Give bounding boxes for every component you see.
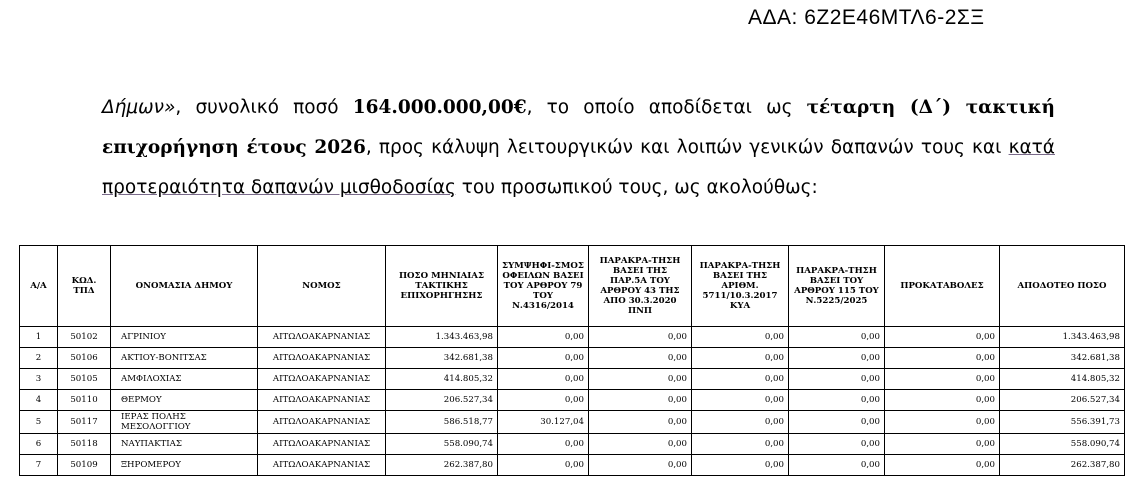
table-cell: 0,00 [498, 434, 589, 455]
para-text-4: του προσωπικού τους, ως ακολούθως: [455, 177, 818, 198]
table-cell: 50117 [58, 411, 111, 434]
table-cell: 0,00 [885, 434, 1000, 455]
table-cell: 0,00 [589, 327, 692, 348]
table-cell: ΑΙΤΩΛΟΑΚΑΡΝΑΝΙΑΣ [258, 434, 386, 455]
table-cell: 262.387,80 [386, 455, 498, 476]
table-cell: 0,00 [789, 434, 885, 455]
table-cell: 0,00 [692, 411, 789, 434]
table-cell: 2 [20, 348, 58, 369]
table-cell: ΙΕΡΑΣ ΠΟΛΗΣ ΜΕΣΟΛΟΓΓΙΟΥ [111, 411, 258, 434]
table-cell: ΑΙΤΩΛΟΑΚΑΡΝΑΝΙΑΣ [258, 348, 386, 369]
table-cell: 0,00 [692, 348, 789, 369]
table-cell: 0,00 [498, 327, 589, 348]
para-text-1: , συνολικό ποσό [175, 97, 353, 118]
table-cell: 0,00 [498, 369, 589, 390]
table-cell: 50110 [58, 390, 111, 411]
table-cell: 0,00 [885, 348, 1000, 369]
table-cell: 0,00 [589, 369, 692, 390]
table-cell: 50106 [58, 348, 111, 369]
table-row [20, 369, 1125, 390]
column-header: ΠΑΡΑΚΡΑ-ΤΗΣΗ ΒΑΣΕΙ ΤΟΥ ΑΡΘΡΟΥ 115 ΤΟΥ Ν.5225/2025 [789, 246, 885, 327]
table-cell: ΑΙΤΩΛΟΑΚΑΡΝΑΝΙΑΣ [258, 390, 386, 411]
table-cell: 1.343.463,98 [1000, 327, 1125, 348]
table-cell: ΑΙΤΩΛΟΑΚΑΡΝΑΝΙΑΣ [258, 455, 386, 476]
table-cell: ΑΙΤΩΛΟΑΚΑΡΝΑΝΙΑΣ [258, 411, 386, 434]
table-cell: 6 [20, 434, 58, 455]
table-row [20, 411, 1125, 434]
table-row [20, 455, 1125, 476]
table-cell: 558.090,74 [386, 434, 498, 455]
table-cell: 3 [20, 369, 58, 390]
table-cell: ΑΙΤΩΛΟΑΚΑΡΝΑΝΙΑΣ [258, 369, 386, 390]
table-cell: 1 [20, 327, 58, 348]
table-cell: ΘΕΡΜΟΥ [111, 390, 258, 411]
table-cell: ΑΙΤΩΛΟΑΚΑΡΝΑΝΙΑΣ [258, 327, 386, 348]
table-cell: 0,00 [789, 327, 885, 348]
para-text-3: , προς κάλυψη λειτουργικών και λοιπών γενικών δαπανών τους και [365, 137, 1009, 158]
table-cell: 0,00 [885, 390, 1000, 411]
table-cell: 0,00 [885, 411, 1000, 434]
table-row [20, 390, 1125, 411]
table-cell: 0,00 [498, 390, 589, 411]
column-header: ΝΟΜΟΣ [258, 246, 386, 327]
table-cell: 7 [20, 455, 58, 476]
table-cell: 0,00 [789, 455, 885, 476]
table-cell: 342.681,38 [386, 348, 498, 369]
para-text-2: , το οποίο αποδίδεται ως [526, 97, 807, 118]
para-amount: 164.000.000,00€ [352, 97, 527, 118]
table-cell: 586.518,77 [386, 411, 498, 434]
table-cell: 30.127,04 [498, 411, 589, 434]
column-header: ΠΑΡΑΚΡΑ-ΤΗΣΗ ΒΑΣΕΙ ΤΗΣ ΑΡΙΘΜ. 5711/10.3.2017 ΚΥΑ [692, 246, 789, 327]
table-cell: 0,00 [692, 455, 789, 476]
table-cell: 50102 [58, 327, 111, 348]
table-row [20, 348, 1125, 369]
column-header: ΠΟΣΟ ΜΗΝΙΑΙΑΣ ΤΑΚΤΙΚΗΣ ΕΠΙΧΟΡΗΓΗΣΗΣ [386, 246, 498, 327]
table-cell: 414.805,32 [1000, 369, 1125, 390]
table-row [20, 434, 1125, 455]
para-municipalities: Δήμων» [102, 97, 176, 118]
table-header-row [20, 246, 1125, 327]
table-cell: 0,00 [885, 369, 1000, 390]
table-cell: 0,00 [589, 411, 692, 434]
column-header: Α/Α [20, 246, 58, 327]
table-cell: ΞΗΡΟΜΕΡΟΥ [111, 455, 258, 476]
allocation-table [19, 245, 1125, 476]
table-cell: ΑΚΤΙΟΥ-ΒΟΝΙΤΣΑΣ [111, 348, 258, 369]
para-priority: κατά προτεραιότητα δαπανών μισθοδοσίας [102, 137, 1055, 198]
table-cell: 414.805,32 [386, 369, 498, 390]
table-cell: 0,00 [589, 390, 692, 411]
column-header: ΟΝΟΜΑΣΙΑ ΔΗΜΟΥ [111, 246, 258, 327]
table-cell: ΝΑΥΠΑΚΤΙΑΣ [111, 434, 258, 455]
table-cell: 0,00 [789, 348, 885, 369]
column-header: ΠΑΡΑΚΡΑ-ΤΗΣΗ ΒΑΣΕΙ ΤΗΣ ΠΑΡ.5Α ΤΟΥ ΑΡΘΡΟΥ 43 ΤΗΣ ΑΠΟ 30.3.2020 ΠΝΠ [589, 246, 692, 327]
table-cell: 0,00 [692, 390, 789, 411]
column-header: ΚΩΔ. ΤΠΔ [58, 246, 111, 327]
intro-paragraph [102, 88, 1055, 208]
table-cell: 5 [20, 411, 58, 434]
table-cell: 0,00 [589, 348, 692, 369]
column-header: ΣΥΜΨΗΦΙ-ΣΜΟΣ ΟΦΕΙΛΩΝ ΒΑΣΕΙ ΤΟΥ ΑΡΘΡΟΥ 79 ΤΟΥ Ν.4316/2014 [498, 246, 589, 327]
table-cell: ΑΜΦΙΛΟΧΙΑΣ [111, 369, 258, 390]
table-cell: 342.681,38 [1000, 348, 1125, 369]
table-cell: 50109 [58, 455, 111, 476]
column-header: ΠΡΟΚΑΤΑΒΟΛΕΣ [885, 246, 1000, 327]
table-cell: 0,00 [589, 434, 692, 455]
table-cell: 0,00 [789, 369, 885, 390]
table-cell: 0,00 [885, 455, 1000, 476]
table-cell: 0,00 [692, 369, 789, 390]
table-cell: 0,00 [789, 411, 885, 434]
table-cell: 0,00 [692, 327, 789, 348]
table-cell: 262.387,80 [1000, 455, 1125, 476]
table-cell: 50105 [58, 369, 111, 390]
table-cell: 0,00 [789, 390, 885, 411]
table-cell: 0,00 [885, 327, 1000, 348]
table-cell: 556.391,73 [1000, 411, 1125, 434]
table-cell: ΑΓΡΙΝΙΟΥ [111, 327, 258, 348]
table-cell: 0,00 [589, 455, 692, 476]
table-cell: 206.527,34 [386, 390, 498, 411]
table-cell: 0,00 [692, 434, 789, 455]
ada-code: ΑΔΑ: 6Ζ2Ε46ΜΤΛ6-2ΣΞ [748, 6, 985, 29]
table-cell: 206.527,34 [1000, 390, 1125, 411]
table-cell: 0,00 [498, 348, 589, 369]
table-cell: 0,00 [498, 455, 589, 476]
table-row [20, 327, 1125, 348]
table-cell: 50118 [58, 434, 111, 455]
table-cell: 558.090,74 [1000, 434, 1125, 455]
table-cell: 1.343.463,98 [386, 327, 498, 348]
table-cell: 4 [20, 390, 58, 411]
para-grant-term: τέταρτη (Δ΄) τακτική επιχορήγηση έτους 2026 [102, 97, 1055, 158]
column-header: ΑΠΟΔΟΤΕΟ ΠΟΣΟ [1000, 246, 1125, 327]
